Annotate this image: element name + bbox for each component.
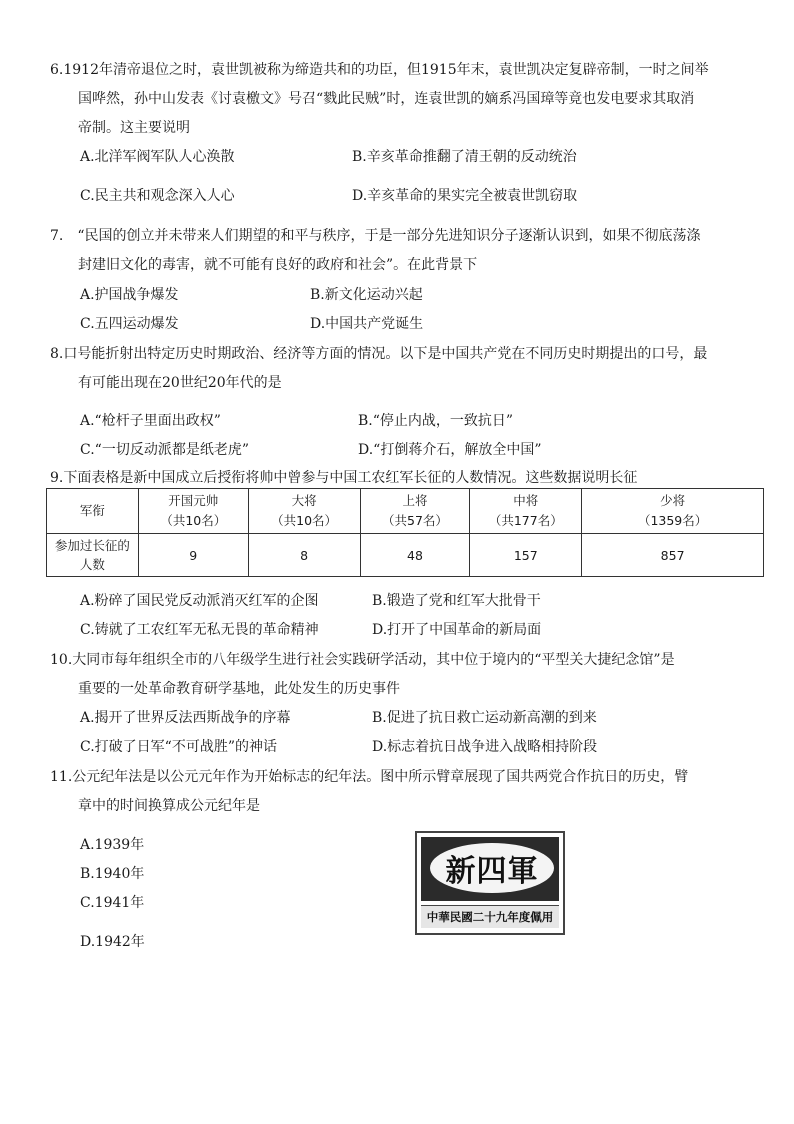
q7-option-b[interactable]: B.新文化运动兴起 [310, 287, 423, 303]
rank-table [46, 488, 764, 577]
rank-cell-marshal [138, 489, 248, 534]
value-cell-senior-general: 8 [248, 534, 360, 577]
q6-option-d[interactable]: D.辛亥革命的果实完全被袁世凯窃取 [352, 188, 578, 204]
value-cell-lieutenant-general: 157 [470, 534, 582, 577]
row-label-cell [47, 534, 139, 577]
armband-dark-panel [421, 837, 559, 901]
q8-option-a[interactable]: A.“枪杆子里面出政权” [80, 413, 221, 429]
rank-total: （共57名） [382, 513, 448, 528]
rank-name: 开国元帅 [168, 493, 219, 508]
q10-option-a[interactable]: A.揭开了世界反法西斯战争的序幕 [80, 710, 291, 726]
q11-option-c[interactable]: C.1941年 [80, 895, 145, 911]
q7-option-a[interactable]: A.护国战争爆发 [80, 287, 179, 303]
rank-total: （1359名） [637, 513, 708, 528]
q6-option-b[interactable]: B.辛亥革命推翻了清王朝的反动统治 [352, 149, 577, 165]
row-label-line-2: 人数 [79, 557, 105, 572]
q8-option-b[interactable]: B.“停止内战，一致抗日” [358, 413, 514, 429]
q10-option-d[interactable]: D.标志着抗日战争进入战略相持阶段 [372, 739, 598, 755]
q6-stem-line-1: 6.1912年清帝退位之时，袁世凯被称为缔造共和的功臣，但1915年末，袁世凯决定复辟帝制，一时之间举 [50, 62, 709, 78]
q11-stem-line-2: 章中的时间换算成公元纪年是 [78, 798, 260, 814]
q9-stem-line-1: 9.下面表格是新中国成立后授衔将帅中曾参与中国工农红军长征的人数情况。这些数据说明长征 [50, 470, 638, 486]
rank-name: 中将 [513, 493, 539, 508]
q8-option-d[interactable]: D.“打倒蒋介石，解放全中国” [358, 442, 542, 458]
rank-name: 上将 [402, 493, 428, 508]
q8-stem-line-2: 有可能出现在20世纪20年代的是 [78, 375, 282, 391]
table-header-row [47, 489, 764, 534]
q10-option-c[interactable]: C.打破了日军“不可战胜”的神话 [80, 739, 277, 755]
q7-option-c[interactable]: C.五四运动爆发 [80, 316, 179, 332]
q7-stem-line-1: 7. “民国的创立并未带来人们期望的和平与秩序，于是一部分先进知识分子逐渐认识到，如果不彻底荡涤 [50, 228, 701, 244]
armband-title: 新四軍 [430, 843, 554, 893]
q6-option-c[interactable]: C.民主共和观念深入人心 [80, 188, 235, 204]
q10-option-b[interactable]: B.促进了抗日救亡运动新高潮的到来 [372, 710, 597, 726]
rank-name: 少将 [660, 493, 686, 508]
header-label-cell: 军衔 [47, 489, 139, 534]
rank-cell-major-general [582, 489, 764, 534]
rank-cell-senior-general [248, 489, 360, 534]
q9-option-d[interactable]: D.打开了中国革命的新局面 [372, 622, 542, 638]
q6-stem-line-3: 帝制。这主要说明 [78, 120, 190, 136]
armband-date: 中華民國二十九年度佩用 [421, 905, 559, 928]
q8-option-c[interactable]: C.“一切反动派都是纸老虎” [80, 442, 249, 458]
q11-option-a[interactable]: A.1939年 [80, 837, 145, 853]
q9-option-b[interactable]: B.锻造了党和红军大批骨干 [372, 593, 541, 609]
row-label-line-1: 参加过长征的 [54, 538, 130, 553]
new-fourth-army-armband-image [415, 831, 565, 935]
rank-cell-general [360, 489, 470, 534]
q9-option-c[interactable]: C.铸就了工农红军无私无畏的革命精神 [80, 622, 319, 638]
value-cell-major-general: 857 [582, 534, 764, 577]
rank-total: （共10名） [160, 513, 227, 528]
rank-total: （共10名） [271, 513, 338, 528]
q8-stem-line-1: 8.口号能折射出特定历史时期政治、经济等方面的情况。以下是中国共产党在不同历史时期提出的口号，最 [50, 346, 708, 362]
table-row [47, 534, 764, 577]
q10-stem-line-2: 重要的一处革命教育研学基地，此处发生的历史事件 [78, 681, 400, 697]
value-cell-marshal: 9 [138, 534, 248, 577]
q11-option-d[interactable]: D.1942年 [80, 934, 145, 950]
q11-option-b[interactable]: B.1940年 [80, 866, 145, 882]
value-cell-general: 48 [360, 534, 470, 577]
q7-stem-line-2: 封建旧文化的毒害，就不可能有良好的政府和社会”。在此背景下 [78, 257, 478, 273]
q10-stem-line-1: 10.大同市每年组织全市的八年级学生进行社会实践研学活动，其中位于境内的“平型关大捷纪念馆”是 [50, 652, 675, 668]
q6-stem-line-2: 国哗然，孙中山发表《讨袁檄文》号召“戮此民贼”时，连袁世凯的嫡系冯国璋等竟也发电要求其取消 [78, 91, 695, 107]
q9-option-a[interactable]: A.粉碎了国民党反动派消灭红军的企图 [80, 593, 319, 609]
rank-total: （共177名） [488, 513, 563, 528]
q11-stem-line-1: 11.公元纪年法是以公元元年作为开始标志的纪年法。图中所示臂章展现了国共两党合作抗日的历史，臂 [50, 769, 689, 785]
q7-option-d[interactable]: D.中国共产党诞生 [310, 316, 424, 332]
q6-option-a[interactable]: A.北洋军阀军队人心涣散 [80, 149, 235, 165]
rank-cell-lieutenant-general [470, 489, 582, 534]
rank-name: 大将 [291, 493, 317, 508]
